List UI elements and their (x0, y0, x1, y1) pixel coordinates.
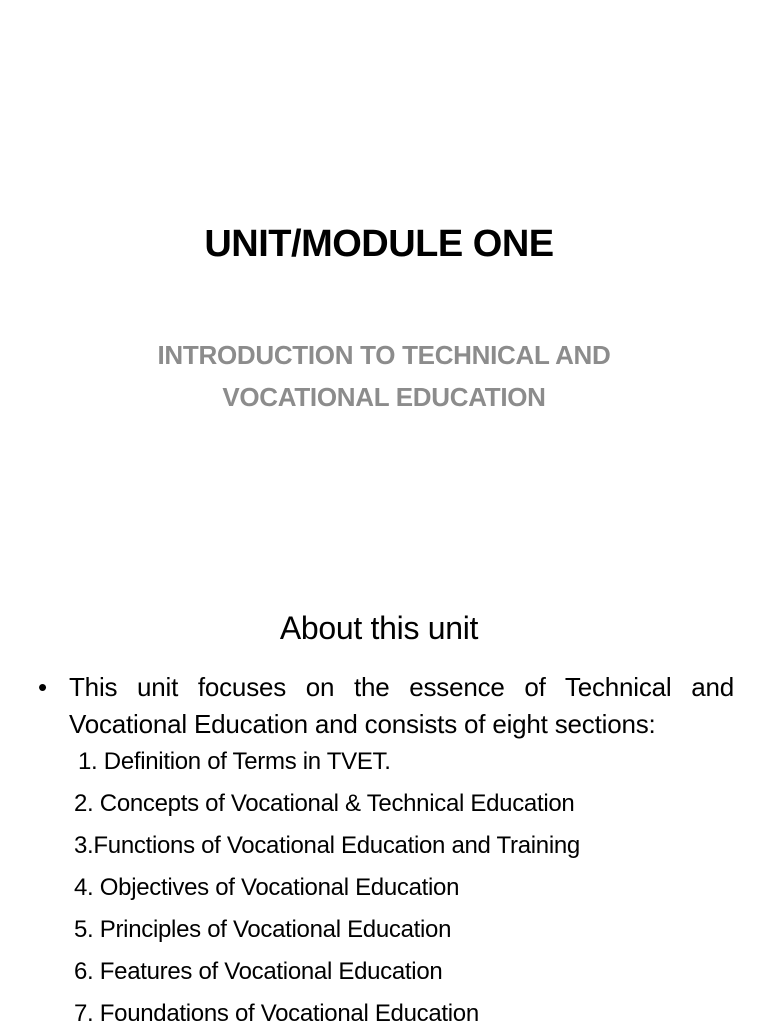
section-item: 1. Definition of Terms in TVET. (78, 748, 391, 775)
intro-bullet-text: This unit focuses on the essence of Technical and Vocational Education and consists of eight sections: (69, 672, 734, 739)
bullet-dot-icon: • (38, 672, 47, 702)
section-item: 2. Concepts of Vocational & Technical Education (74, 790, 575, 817)
unit-title: UNIT/MODULE ONE (204, 223, 554, 265)
unit-subtitle (84, 334, 684, 418)
intro-bullet (38, 669, 734, 743)
subtitle-line-2: VOCATIONAL EDUCATION (222, 382, 546, 412)
section-item: 5. Principles of Vocational Education (74, 916, 452, 943)
about-slide (0, 576, 768, 1024)
about-heading: About this unit (279, 610, 479, 646)
section-item: 4. Objectives of Vocational Education (74, 874, 460, 901)
subtitle-line-1: INTRODUCTION TO TECHNICAL AND (157, 340, 611, 370)
section-item: 6. Features of Vocational Education (74, 958, 443, 985)
section-item: 3.Functions of Vocational Education and Training (74, 832, 580, 859)
section-item: 7. Foundations of Vocational Education (74, 1000, 479, 1024)
